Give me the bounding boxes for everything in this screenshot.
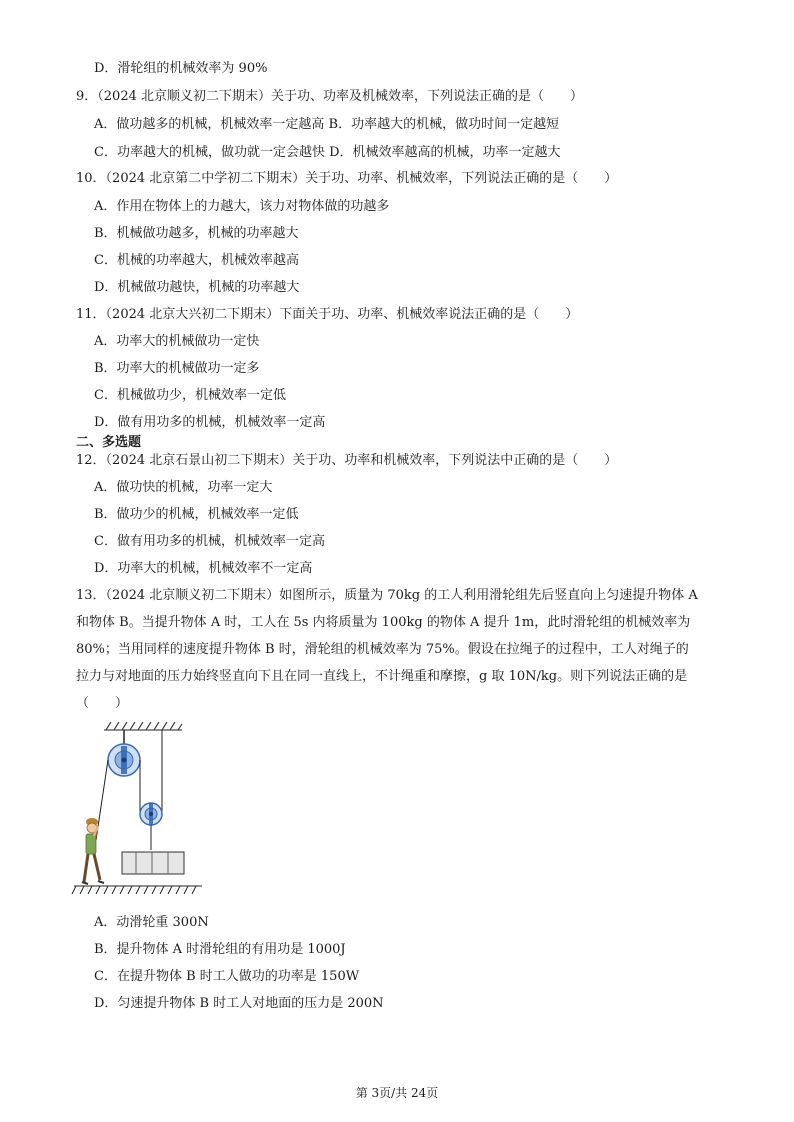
- q13-stem-line-4: 拉力与对地面的压力始终竖直向下且在同一直线上，不计绳重和摩擦，g 取 10N/kg。则下列说法正确的是: [76, 669, 688, 684]
- q12-stem: 12．（2024 北京石景山初二下期末）关于功、功率和机械效率，下列说法中正确的是（ ）: [76, 453, 618, 468]
- worker-figure: [82, 818, 104, 884]
- q12-option-d: D．功率大的机械，机械效率不一定高: [94, 561, 313, 576]
- q12-option-c: C．做有用功多的机械，机械效率一定高: [94, 534, 325, 549]
- q13-stem-line-2: 和物体 B。当提升物体 A 时，工人在 5s 内将质量为 100kg 的物体 A 提升 1m，此时滑轮组的机械效率为: [76, 615, 691, 630]
- q12-option-b: B．做功少的机械，机械效率一定低: [94, 507, 299, 522]
- q13-stem-line-3: 80%；当用同样的速度提升物体 B 时，滑轮组的机械效率为 75%。假设在拉绳子的过程中，工人对绳子的: [76, 642, 689, 657]
- q13-stem-line-1: 13．（2024 北京顺义初二下期末）如图所示，质量为 70kg 的工人利用滑轮组先后竖直向上匀速提升物体 A: [76, 588, 698, 603]
- q9-options-row-2: C．功率越大的机械，做功就一定会越快 D．机械效率越高的机械，功率一定越大: [94, 145, 561, 160]
- movable-pulley: [140, 803, 162, 850]
- q9-options-row-1: A．做功越多的机械，机械效率一定越高 B．功率越大的机械，做功时间一定越短: [94, 117, 560, 132]
- q10-option-b: B．机械做功越多，机械的功率越大: [94, 226, 299, 241]
- q10-option-c: C．机械的功率越大，机械效率越高: [94, 253, 299, 268]
- q13-option-a: A．动滑轮重 300N: [94, 915, 209, 930]
- q11-option-a: A．功率大的机械做功一定快: [94, 334, 260, 349]
- section-heading-multiple-choice: 二、多选题: [76, 435, 142, 450]
- ceiling-support: [104, 722, 182, 730]
- q13-option-d: D．匀速提升物体 B 时工人对地面的压力是 200N: [94, 996, 384, 1011]
- q11-option-d: D．做有用功多的机械，机械效率一定高: [94, 415, 326, 430]
- q11-stem: 11．（2024 北京大兴初二下期末）下面关于功、功率、机械效率说法正确的是（ ）: [76, 307, 579, 322]
- q13-option-b: B．提升物体 A 时滑轮组的有用功是 1000J: [94, 942, 346, 957]
- pulley-system-figure: [70, 718, 210, 900]
- load-block: [122, 852, 184, 874]
- q10-option-a: A．作用在物体上的力越大，该力对物体做的功越多: [94, 199, 390, 214]
- q12-option-a: A．做功快的机械，功率一定大: [94, 480, 273, 495]
- q8-option-d: D．滑轮组的机械效率为 90%: [94, 61, 268, 76]
- q9-stem: 9．（2024 北京顺义初二下期末）关于功、功率及机械效率，下列说法正确的是（ ）: [76, 89, 583, 104]
- page-number: 第 3页/共 24页: [355, 1086, 439, 1100]
- q10-option-d: D．机械做功越快，机械的功率越大: [94, 280, 300, 295]
- q11-option-c: C．机械做功少，机械效率一定低: [94, 388, 286, 403]
- q10-stem: 10．（2024 北京第二中学初二下期末）关于功、功率、机械效率，下列说法正确的是（ ）: [76, 171, 618, 186]
- fixed-pulley: [108, 744, 140, 776]
- q11-option-b: B．功率大的机械做功一定多: [94, 361, 260, 376]
- ground: [72, 886, 202, 894]
- q13-option-c: C．在提升物体 B 时工人做功的功率是 150W: [94, 969, 360, 984]
- q13-stem-line-5: （ ）: [76, 696, 129, 711]
